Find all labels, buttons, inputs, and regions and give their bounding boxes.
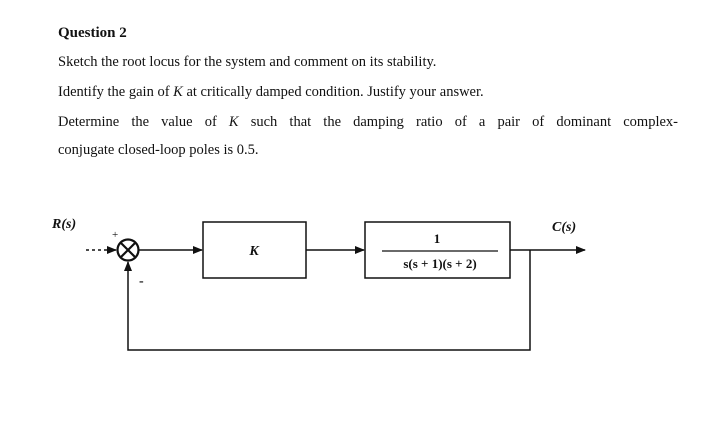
minus-sign: - — [139, 274, 144, 289]
line2-prefix: Identify the gain of — [58, 84, 174, 100]
plus-sign: + — [112, 229, 119, 241]
line2-suffix: at critically damped condition. Justify your answer. — [182, 84, 484, 100]
summing-junction — [118, 240, 139, 261]
question-line-conjugate-poles: conjugate closed-loop poles is 0.5. — [58, 142, 259, 158]
plant-numerator: 1 — [433, 231, 441, 246]
question-line-root-locus: Sketch the root locus for the system and comment on its stability. — [58, 54, 437, 70]
line3-k: K — [228, 114, 239, 130]
gain-block-label: K — [249, 244, 259, 259]
line3-prefix: Determine the value of — [58, 114, 229, 130]
input-label: R(s) — [52, 217, 77, 232]
question-title: Question 2 — [58, 25, 127, 41]
line2-k: K — [173, 84, 183, 100]
line3-suffix: such that the damping ratio of a pair of dominant complex- — [238, 114, 679, 130]
plant-denominator: s(s + 1)(s + 2) — [403, 256, 477, 271]
output-label: C(s) — [552, 220, 577, 235]
